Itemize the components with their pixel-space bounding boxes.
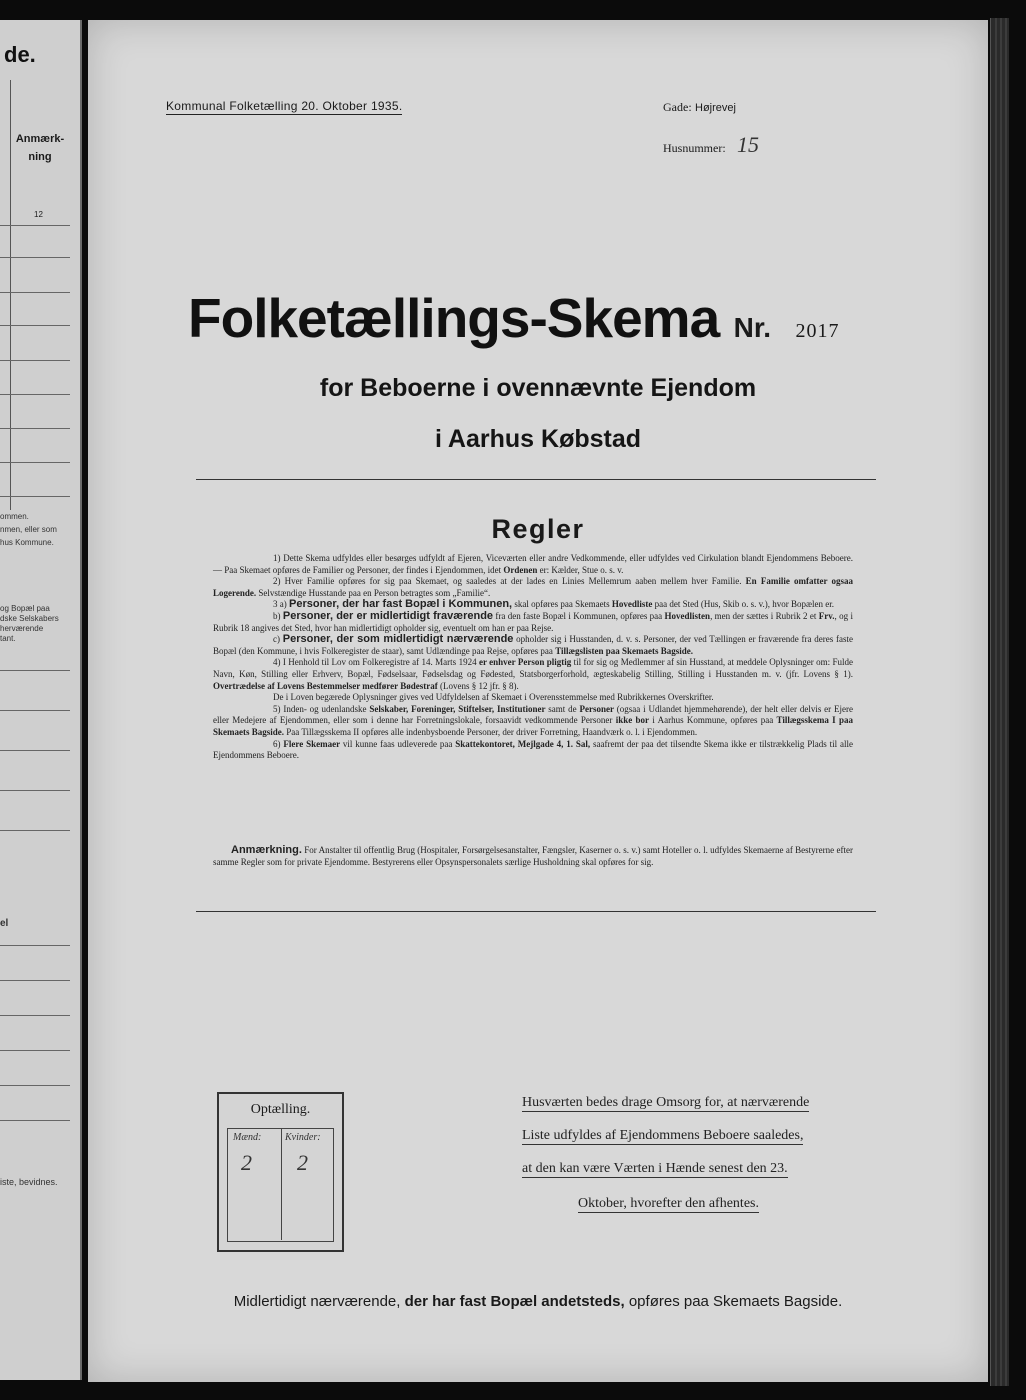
rule-1: 1) Dette Skema udfyldes eller besørges udfyldt af Ejeren, Viceværten eller andre Vedkommende, eller udfyldes ved Cirkulation blandt Ejendommens Beboere. — Paa Skemaet opføres de Familier og Personer, der findes i Ejendommen, idet Ordenen er: Kælder, Stue o. s. v. [213,553,853,575]
form-title [188,286,839,350]
house-number-value: 15 [737,132,760,157]
men-value: 2 [241,1150,252,1175]
rule-3c: c) Personer, der som midlertidigt nærværende opholder sig i Husstanden, d. v. s. Personer, der ved Tællingen er fraværende fra deres faste Bopæl (den Kommune, i hvis Folkeregister de staar), samt Udlændinge paa Rejse, opføres paa Tillægslisten paa Skemaets Bagside. [213,633,854,656]
left-page-row-line [0,292,70,293]
rule-5: 5) Inden- og udenlandske Selskaber, Foreninger, Stiftelser, Institutioner samt de Personer (ogsaa i Udlandet hjemmehørende), der helt eller delvis er Ejere eller Medejere af Ejendommen, eller som i denne har Forretningslokale, forsaavidt vedkommende Personer ikke bor i Aarhus Kommune, opføres paa Tillægsskema I paa Skemaets Bagside. Paa Tillægsskema II opføres alle indenbysboende Personer, der driver Forretning, Haandværk o. l. i Ejendommen. [213,703,853,737]
left-page-row-line [0,462,70,463]
left-page-row-line [0,790,70,791]
left-page-column-number: 12 [34,210,43,219]
note-paragraph [213,844,853,868]
count-box-divider [281,1128,282,1240]
left-page-column-head: Anmærk- ning [15,133,65,163]
form-number-value: 2017 [795,320,840,342]
left-page-row-line [0,360,70,361]
left-page-fragment [0,20,82,1380]
left-page-row-line [0,428,70,429]
left-page-text: iste, bevidnes. [0,1177,58,1187]
left-page-text: hus Kommune. [0,538,54,547]
left-page-row-line [0,980,70,981]
street-row [663,100,775,115]
divider-top [196,479,876,480]
left-page-row-line [0,325,70,326]
left-page-text: dske Selskabers [0,614,59,623]
house-number-row [663,132,759,158]
left-page-text: herværende [0,624,44,633]
footer-text-bold: der har fast Bopæl andetsteds, [404,1293,625,1310]
women-label: Kvinder: [285,1132,321,1143]
landlord-line-1: Husværten bedes drage Omsorg for, at nærværende [522,1095,810,1110]
rules-text [213,553,853,762]
left-page-row-line [0,1085,70,1086]
street-label: Gade: [663,100,692,114]
men-label: Mænd: [233,1132,262,1143]
left-page-text: el [0,918,9,929]
count-title: Optælling. [250,1102,311,1117]
left-page-row-line [0,496,70,497]
rule-4: 4) I Henhold til Lov om Folkeregistre af 14. Marts 1924 er enhver Person pligtig til for sig og Medlemmer af sin Husstand, at meddele Oplysninger om: Fulde Navn, Køn, Stilling eller Erhverv, Bopæl, Fødselsaar, Fødselsdag og Fødested, Statsborgerforhold, ægteskabelig Stilling, Stilling i Husstanden m. v. (jfr. Lovens § 1). Overtrædelse af Lovens Bestemmelser medfører Bødestraf (Lovens § 12 jfr. § 8). [213,657,853,691]
footer-text-2: opføres paa Skemaets Bagside. [624,1293,843,1310]
left-page-row-line [0,830,70,831]
left-page-row-line [0,1120,70,1121]
left-page-row-line [0,1015,70,1016]
left-page-row-line [0,750,70,751]
note-text: For Anstalter til offentlig Brug (Hospitaler, Forsørgelsesanstalter, Fængsler, Kaserner o. s. v.) samt Hoteller o. l. udfyldes Skemaerne af Bestyrerne efter samme Regler som for private Ejendomme. Bestyrerens eller Opsynspersonalets særlige Husholdning skal opføres for sig. [213,845,853,867]
divider-bottom [196,911,876,912]
form-subtitle: for Beboerne i ovennævnte Ejendom [319,374,757,402]
left-page-column-divider [10,80,11,510]
left-page-text: nmen, eller som [0,525,57,534]
left-page-text: og Bopæl paa [0,604,50,613]
rules-heading: Regler [491,514,585,544]
left-page-row-line [0,670,70,671]
house-number-label: Husnummer: [663,141,726,155]
rule-3a: 3 a) Personer, der har fast Bopæl i Kommunen, skal opføres paa Skemaets Hovedliste paa det Sted (Hus, Skib o. s. v.), hvor Bopælen er. [273,598,834,611]
footer-note [88,1293,988,1310]
page-edge [990,18,1009,1386]
left-page-row-line [0,1050,70,1051]
count-box [217,1092,344,1252]
rule-4-note: De i Loven begærede Oplysninger gives ved Udfyldelsen af Skemaet i Overensstemmelse med Rubrikkernes Overskrifter. [273,692,714,703]
form-title-main: Folketællings-Skema [188,287,720,349]
left-page-row-line [0,257,70,258]
left-page-row-line [0,225,70,226]
census-form-page [88,20,988,1382]
census-header: Kommunal Folketælling 20. Oktober 1935. [166,99,403,113]
left-page-row-line [0,394,70,395]
street-value: Højrevej [695,102,736,114]
left-page-row-line [0,710,70,711]
rule-2: 2) Hver Familie opføres for sig paa Skemaet, og saaledes at der lades en Linies Mellemrum aaben mellem hver Familie. En Familie omfatter ogsaa Logerende. Selvstændige Husstande paa en Person betragtes som „Familie“. [213,576,853,598]
women-value: 2 [297,1150,308,1175]
note-label: Anmærkning. [231,844,302,856]
rule-6: 6) Flere Skemaer vil kunne faas udleverede paa Skattekontoret, Mejlgade 4, 1. Sal, saafremt der paa det tilsendte Skema ikke er tilstrækkelig Plads til alle Ejendommens Beboere. [213,738,854,761]
left-page-row-line [0,945,70,946]
form-number-label: Nr. [733,312,771,343]
left-page-title: de. [4,42,36,67]
left-page-text: ommen. [0,512,29,521]
rule-3b: b) Personer, der er midlertidigt fraværende fra den faste Bopæl i Kommunen, opføres paa Hovedlisten, men der sættes i Rubrik 2 et Frv., og i Rubrik 18 angives det Sted, hvor han midlertidigt opholder sig, eventuelt om han er paa Rejse. [213,609,853,633]
landlord-line-3: at den kan være Værten i Hænde senest den 23. [522,1161,788,1176]
landlord-line-4: Oktober, hvorefter den afhentes. [578,1196,759,1211]
left-page-text: tant. [0,634,16,643]
landlord-line-2: Liste udfyldes af Ejendommens Beboere saaledes, [522,1128,804,1143]
footer-text-1: Midlertidigt nærværende, [233,1293,405,1310]
form-location: i Aarhus Købstad [434,425,642,453]
